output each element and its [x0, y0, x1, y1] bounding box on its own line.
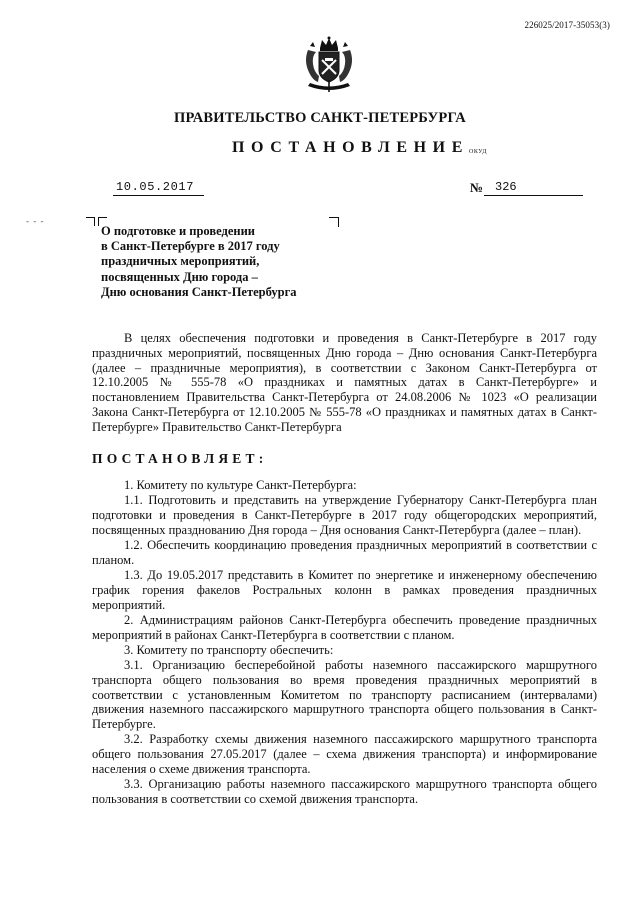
document-title: ПОСТАНОВЛЕНИЕ — [232, 139, 469, 156]
resolution-item: 1.1. Подготовить и представить на утверждение Губернатору Санкт-Петербурга план подготовки и проведения в Санкт-Петербурге в 2017 году общегородских мероприятий, посвященных празднованию Дня города – Дня основания Санкт-Петербурга (далее – план). — [92, 493, 597, 537]
subject-line: посвященных Дню города – — [101, 269, 258, 284]
subject-line: О подготовке и проведении — [101, 224, 255, 238]
resolution-item: 2. Администрациям районов Санкт-Петербурга обеспечить проведение праздничных мероприятий в районах Санкт-Петербурга в соответствии с планом. — [92, 612, 597, 642]
number-label: № — [470, 180, 484, 195]
resolution-item: 3. Комитету по транспорту обеспечить: — [124, 642, 334, 657]
subject-line: праздничных мероприятий, — [101, 254, 260, 269]
resolution-item: 1. Комитету по культуре Санкт-Петербурга: — [124, 478, 357, 492]
resolution-items — [92, 478, 597, 807]
subject-heading — [101, 224, 297, 300]
subject-line: Дню основания Санкт-Петербурга — [101, 284, 297, 299]
subject-bracket-right — [329, 217, 339, 227]
resolution-item: 1.2. Обеспечить координацию проведения праздничных мероприятий в соответствии с планом. — [92, 537, 597, 567]
resolution-item: 3.3. Организацию работы наземного пассажирского маршрутного транспорта общего пользования в соответствии со схемой движения транспорта. — [92, 777, 597, 806]
resolve-heading: ПОСТАНОВЛЯЕТ: — [92, 451, 268, 466]
resolution-item: 3.2. Разработку схемы движения наземного пассажирского маршрутного транспорта общего пользования 27.05.2017 (далее – схема движения транспорта) и информирование населения о схеме движения транспорта. — [92, 732, 597, 776]
okud-label: ОКУД — [469, 149, 487, 155]
preamble-text: В целях обеспечения подготовки и проведения в Санкт-Петербурге в 2017 году праздничных мероприятий, посвященных Дню города – Дню основания Санкт-Петербурга (далее – праздничные мероприятия), в соответствии с Законом Санкт-Петербурга от 12.10.2005 № 555-78 «О праздниках и памятных датах в Санкт-Петербурге» и постановлением Правительства Санкт-Петербурга от 24.08.2006 № 1023 «О реализации Закона Санкт-Петербурга от 12.10.2005 № 555-78 «О праздниках и памятных датах в Санкт-Петербурге» Правительство Санкт-Петербурга — [92, 331, 597, 434]
government-name: ПРАВИТЕЛЬСТВО САНКТ-ПЕТЕРБУРГА — [174, 110, 466, 126]
preamble — [92, 331, 597, 435]
subject-line: в Санкт-Петербурге в 2017 году — [101, 239, 280, 254]
resolution-item: 1.3. До 19.05.2017 представить в Комитет по энергетике и инженерному обеспечению график горения факелов Ростральных колонн в рамках проведения праздничных мероприятий. — [92, 567, 597, 612]
document-id: 226025/2017-35053(3) — [524, 20, 610, 30]
subject-bracket-left — [86, 217, 95, 226]
document-date: 10.05.2017 — [113, 180, 204, 196]
document-number: 326 — [484, 180, 583, 196]
margin-mark: - - - — [26, 216, 45, 226]
resolution-item: 3.1. Организацию бесперебойной работы наземного пассажирского маршрутного транспорта общего пользования во время проведения праздничных мероприятий в соответствии с установленным Комитетом по транспорту расписанием (интервалами) движения наземного пассажирского маршрутного транспорта общего пользования в Санкт-Петербурге. — [92, 657, 597, 732]
coat-of-arms-icon — [302, 36, 356, 94]
